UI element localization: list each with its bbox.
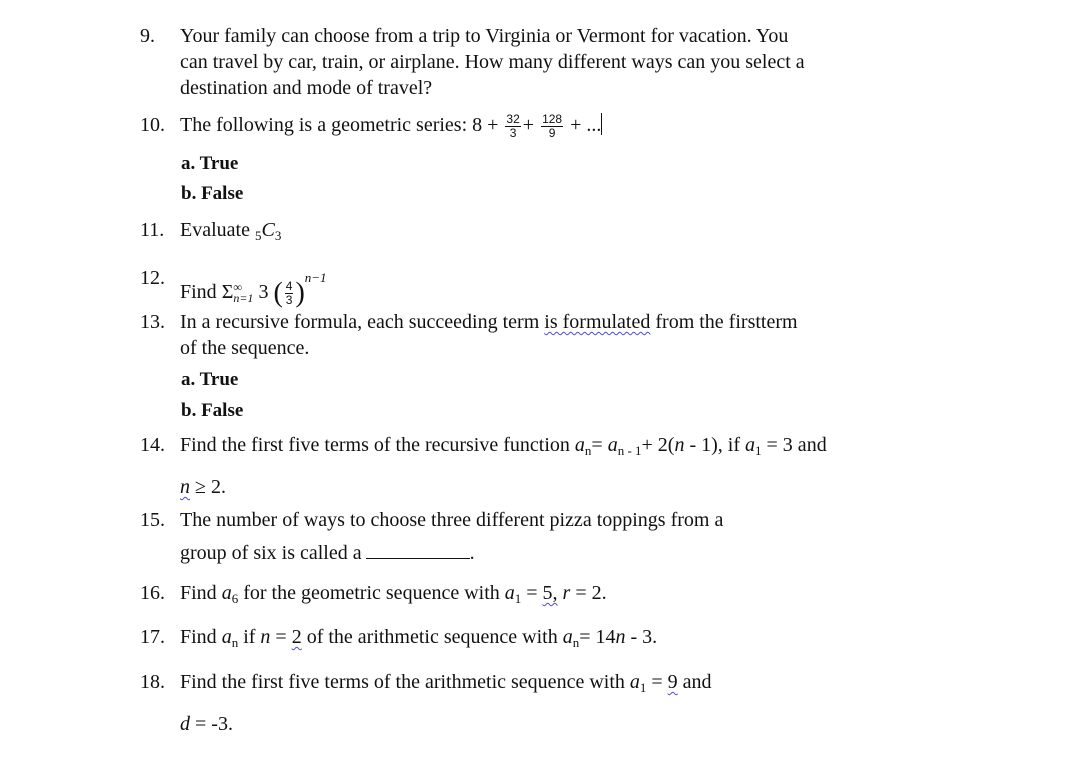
exponent: n−1 [304,270,327,285]
text-cursor [601,113,602,135]
question-number: 13. [140,311,165,333]
option-a[interactable]: a. True [181,153,239,174]
question-text: Find Σ ∞ n=1 3 ( $\frac{4}{3}$ )$^{n-1}$ [180,270,327,309]
grammar-squiggle: 5, [542,582,558,604]
fraction-32-3: $\frac{32}{3}$ [506,111,520,140]
option-b[interactable]: b. False [181,400,244,421]
question-text: Find $a_6$ for the geometric sequence with $a_1 = 5$, r = 2. [180,582,607,606]
question-text: Your family can choose from a trip to Virginia or Vermont for vacation. You can travel by car, train, or airplane. How many different ways can you select a destination and mode of travel? [180,25,805,99]
question-text: Find the first five terms of the recursive function $a_n= a_{n - 1}+ 2(n - 1)$, if $a_1 = 3$ and n ≥ 2. [180,434,827,498]
question-number: 16. [140,582,165,604]
question-number: 14. [140,434,165,456]
sigma-symbol: Σ [221,281,234,303]
question-number: 18. [140,671,165,693]
question-number: 12. [140,267,165,289]
question-number: 10. [140,114,165,136]
question-number: 9. [140,25,155,47]
question-text: Evaluate $_5C_3$ [180,219,282,243]
question-text: Find the first five terms of the arithmetic sequence with $a_1 = 9$ and d = -3. [180,671,712,735]
fraction-4-3: $\frac{4}{3}$ [285,278,293,307]
question-text: In a recursive formula, each succeeding term is formulated from the firstterm of the sequence. [180,311,798,359]
answer-blank[interactable] [366,558,470,559]
question-text: The following is a geometric series: 8 + $\frac{32}{3}$ + $\frac{128}{9}$ + ... [180,111,602,140]
grammar-squiggle: 2 [291,626,302,648]
grammar-squiggle: n [180,476,190,498]
option-a[interactable]: a. True [181,369,239,390]
question-text: The number of ways to choose three different pizza toppings from a group of six is called a . [180,509,724,564]
sigma-limits: ∞ n=1 [233,280,254,306]
option-b[interactable]: b. False [181,183,244,204]
question-number: 15. [140,509,165,531]
grammar-squiggle: 9 [667,671,678,693]
fraction-128-9: $\frac{128}{9}$ [542,111,563,140]
grammar-squiggle: is formulated [544,311,651,333]
question-number: 17. [140,626,165,648]
question-number: 11. [140,219,165,241]
question-text: Find $a_n$ if n = 2 of the arithmetic sequence with $a_n= 14n - 3$. [180,626,658,650]
